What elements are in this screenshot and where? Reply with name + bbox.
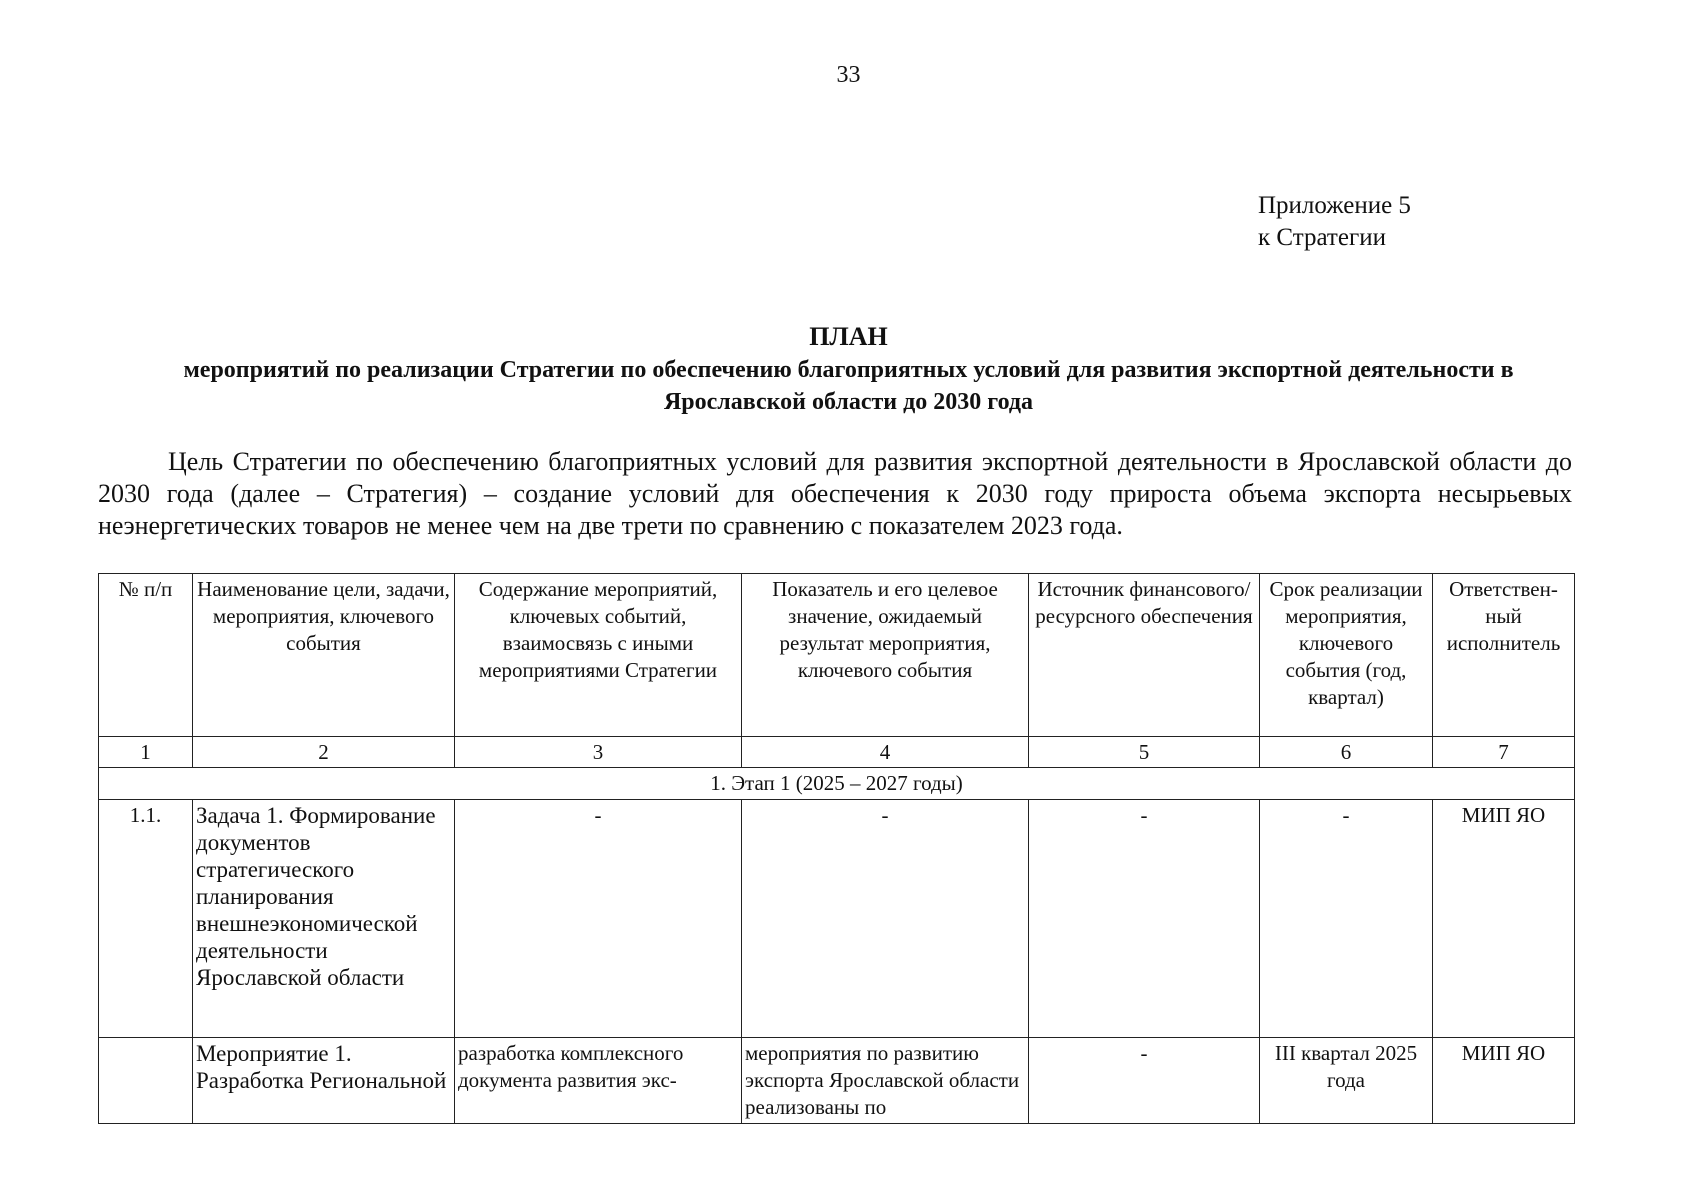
task-name: Задача 1. Формирование документов стратегического планирования внешнеэкономической деятельности Ярославской области bbox=[193, 800, 455, 1038]
table-row bbox=[99, 1038, 1575, 1124]
term-cell: - bbox=[1260, 800, 1433, 1038]
column-number: 4 bbox=[742, 737, 1029, 768]
stage-row bbox=[99, 768, 1575, 800]
title-subtitle: мероприятий по реализации Стратегии по обеспечению благоприятных условий для развития экспортной деятельности в Ярославской области до 2030 года bbox=[183, 357, 1514, 415]
content-cell: разработка комплексного документа развития экс- bbox=[455, 1038, 742, 1124]
appendix-line-1: Приложение 5 bbox=[1258, 192, 1411, 219]
column-number: 7 bbox=[1433, 737, 1575, 768]
stage-label: 1. Этап 1 (2025 – 2027 годы) bbox=[99, 768, 1575, 800]
header-cell: Наименование цели, задачи, мероприятия, ключевого события bbox=[193, 574, 455, 737]
column-number: 6 bbox=[1260, 737, 1433, 768]
column-number: 1 bbox=[99, 737, 193, 768]
appendix-line-2: к Стратегии bbox=[1258, 224, 1386, 251]
table-row bbox=[99, 800, 1575, 1038]
column-number: 5 bbox=[1029, 737, 1260, 768]
page-number: 33 bbox=[836, 62, 861, 88]
term-cell: III квартал 2025 года bbox=[1260, 1038, 1433, 1124]
indicator-cell: - bbox=[742, 800, 1029, 1038]
header-row bbox=[99, 574, 1575, 737]
header-cell: Показатель и его целевое значение, ожидаемый результат мероприятия, ключевого события bbox=[742, 574, 1029, 737]
goal-paragraph: Цель Стратегии по обеспечению благоприятных условий для развития экспортной деятельности в Ярославской области до 2030 года (далее – Стратегия) – создание условий для обеспечения к 2030 году прироста объема экспорта несырьевых неэнергетических товаров не менее чем на две трети по сравнению с показателем 2023 года. bbox=[98, 447, 1572, 540]
title-main: ПЛАН bbox=[809, 322, 888, 351]
executor-cell: МИП ЯО bbox=[1433, 800, 1575, 1038]
event-name: Мероприятие 1. Разработка Региональной bbox=[193, 1038, 455, 1124]
source-cell: - bbox=[1029, 1038, 1260, 1124]
header-cell: № п/п bbox=[99, 574, 193, 737]
content-cell: - bbox=[455, 800, 742, 1038]
row-number: 1.1. bbox=[99, 800, 193, 1038]
column-number-row bbox=[99, 737, 1575, 768]
executor-cell: МИП ЯО bbox=[1433, 1038, 1575, 1124]
source-cell: - bbox=[1029, 800, 1260, 1038]
header-cell: Срок реализации мероприятия, ключевого события (год, квартал) bbox=[1260, 574, 1433, 737]
header-cell: Содержание мероприятий, ключевых событий, взаимосвязь с иными мероприятиями Стратегии bbox=[455, 574, 742, 737]
header-cell: Источник финансового/ ресурсного обеспечения bbox=[1029, 574, 1260, 737]
header-cell: Ответствен-ный исполнитель bbox=[1433, 574, 1575, 737]
plan-table bbox=[98, 573, 1575, 1124]
appendix-note bbox=[1258, 190, 1411, 254]
indicator-cell: мероприятия по развитию экспорта Ярославской области реализованы по bbox=[742, 1038, 1029, 1124]
document-title bbox=[90, 320, 1607, 418]
column-number: 2 bbox=[193, 737, 455, 768]
column-number: 3 bbox=[455, 737, 742, 768]
row-number bbox=[99, 1038, 193, 1124]
